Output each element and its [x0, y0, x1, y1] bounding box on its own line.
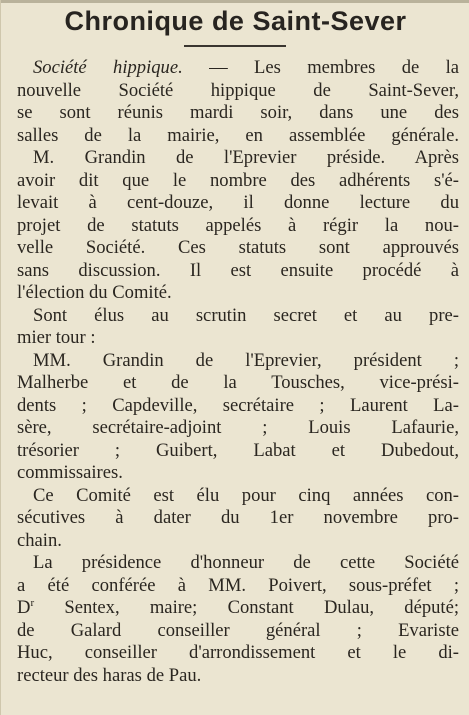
rubric: Société hippique.	[33, 57, 183, 78]
top-rule	[1, 0, 469, 3]
paragraph	[17, 57, 459, 147]
paragraph	[17, 484, 459, 553]
text-line: Société hippique. — Les membres de la	[33, 57, 459, 78]
headline-rule	[184, 45, 286, 47]
text-line: salles de la mairie, en assemblée générale.	[17, 124, 459, 146]
text-line: avoir dit que le nombre des adhérents s'é-	[17, 169, 459, 191]
text-line: l'élection du Comité.	[17, 282, 172, 303]
article-body	[17, 57, 459, 687]
text-line: a été conférée à MM. Poivert, sous-préfet ;	[17, 574, 459, 596]
text-line: Huc, conseiller d'arrondissement et le di-	[17, 642, 459, 663]
text-line: Sont élus au scrutin secret et au pre-	[33, 304, 459, 326]
text-line: trésorier ; Guibert, Labat et Dubedout,	[17, 439, 459, 461]
text-line: chain.	[17, 529, 62, 551]
paragraph	[17, 552, 459, 687]
text-line: de Galard conseiller général ; Evariste	[17, 619, 459, 641]
text-line: dents ; Capdeville, secrétaire ; Laurent La-	[17, 394, 459, 416]
paragraph	[17, 147, 459, 305]
text-line: velle Société. Ces statuts sont approuvés	[17, 237, 459, 258]
text-line: levait à cent-douze, il donne lecture du	[17, 192, 459, 213]
text-line: La présidence d'honneur de cette Société	[33, 552, 459, 573]
text-line: Malherbe et de la Tousches, vice-prési-	[17, 372, 459, 393]
text-line: MM. Grandin de l'Eprevier, président ;	[33, 349, 459, 371]
text-line: M. Grandin de l'Eprevier préside. Après	[33, 147, 459, 168]
text-line: sère, secrétaire-adjoint ; Louis Lafaurie,	[17, 417, 459, 438]
text-line: recteur des haras de Pau.	[17, 664, 202, 686]
text-line: se sont réunis mardi soir, dans une des	[17, 102, 459, 123]
text-line: sécutives à dater du 1er novembre pro-	[17, 507, 459, 528]
text-line: $D^r$ Sentex, maire; Constant Dulau, député;	[17, 596, 459, 618]
paragraph	[17, 349, 459, 485]
text-line: Ce Comité est élu pour cinq années con-	[33, 484, 459, 506]
text-line: sans discussion. Il est ensuite procédé à	[17, 259, 459, 281]
text-line: nouvelle Société hippique de Saint-Sever,	[17, 79, 459, 101]
headline: Chronique de Saint-Sever	[64, 6, 407, 36]
text-line: mier tour :	[17, 327, 96, 348]
text-line: commissaires.	[17, 462, 123, 483]
paragraph	[17, 304, 459, 350]
text-line: projet de statuts appelés à régir la nou-	[17, 214, 459, 236]
